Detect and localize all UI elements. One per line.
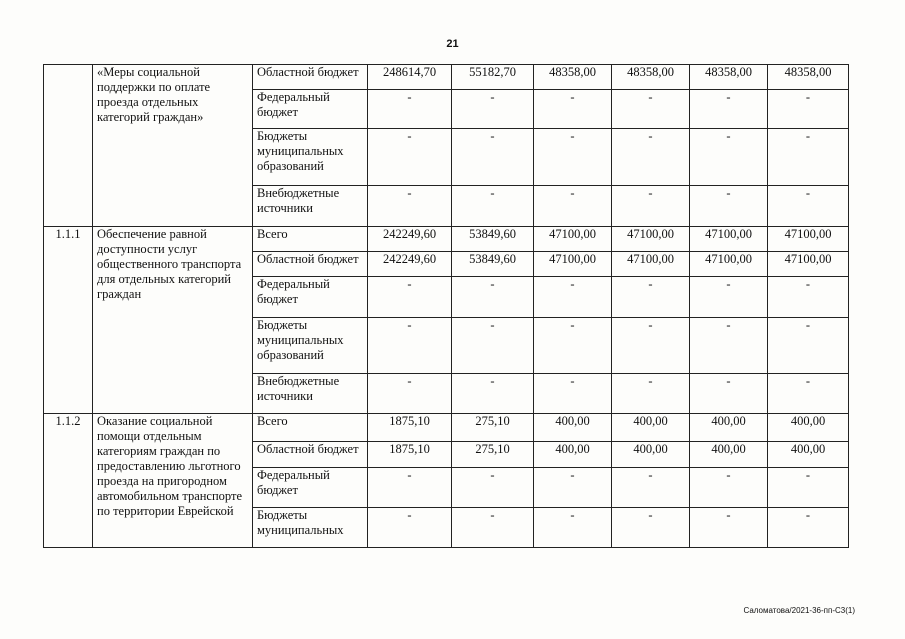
value-cell: 400,00 (690, 414, 768, 442)
value-cell: - (768, 374, 849, 414)
value-cell: - (452, 277, 534, 318)
value-cell: 47100,00 (690, 252, 768, 277)
value-cell: - (534, 468, 612, 508)
value-cell: - (768, 129, 849, 186)
value-cell: 242249,60 (368, 227, 452, 252)
value-cell: - (690, 318, 768, 374)
value-cell: 47100,00 (534, 252, 612, 277)
row-index: 1.1.2 (44, 414, 93, 548)
value-cell: - (368, 374, 452, 414)
value-cell: 53849,60 (452, 252, 534, 277)
row-index: 1.1.1 (44, 227, 93, 414)
value-cell: - (612, 186, 690, 227)
measure-name: «Меры социальной поддержки по оплате проезда отдельных категорий граждан» (93, 65, 253, 227)
value-cell: 55182,70 (452, 65, 534, 90)
value-cell: - (534, 186, 612, 227)
value-cell: - (768, 508, 849, 548)
value-cell: 400,00 (690, 442, 768, 468)
value-cell: - (368, 468, 452, 508)
value-cell: - (534, 277, 612, 318)
value-cell: 242249,60 (368, 252, 452, 277)
value-cell: - (690, 508, 768, 548)
value-cell: 1875,10 (368, 442, 452, 468)
value-cell: - (690, 277, 768, 318)
value-cell: - (612, 90, 690, 129)
value-cell: - (534, 374, 612, 414)
measure-name: Обеспечение равной доступности услуг общественного транспорта для отдельных категорий граждан (93, 227, 253, 414)
value-cell: - (612, 277, 690, 318)
value-cell: - (690, 129, 768, 186)
funding-source: Всего (253, 227, 368, 252)
value-cell: 275,10 (452, 442, 534, 468)
funding-source: Федеральный бюджет (253, 90, 368, 129)
page-number: 21 (446, 38, 459, 50)
funding-source: Областной бюджет (253, 252, 368, 277)
value-cell: - (452, 90, 534, 129)
funding-source: Внебюджетные источники (253, 186, 368, 227)
value-cell: - (368, 277, 452, 318)
document-footer: Саломатова/2021-36-пп-С3(1) (743, 606, 855, 615)
value-cell: 48358,00 (768, 65, 849, 90)
value-cell: 48358,00 (612, 65, 690, 90)
value-cell: - (534, 90, 612, 129)
value-cell: - (768, 318, 849, 374)
table-row (44, 414, 849, 442)
table-row (44, 65, 849, 90)
row-index (44, 65, 93, 227)
value-cell: - (612, 468, 690, 508)
value-cell: - (534, 318, 612, 374)
value-cell: - (368, 318, 452, 374)
value-cell: - (612, 318, 690, 374)
value-cell: 47100,00 (612, 252, 690, 277)
value-cell: - (534, 508, 612, 548)
measure-name: Оказание социальной помощи отдельным категориям граждан по предоставлению льготного проезда на пригородном автомобильном транспорте по территории Еврейской (93, 414, 253, 548)
value-cell: 48358,00 (690, 65, 768, 90)
value-cell: 400,00 (534, 442, 612, 468)
value-cell: - (368, 90, 452, 129)
value-cell: - (690, 468, 768, 508)
value-cell: 47100,00 (534, 227, 612, 252)
value-cell: - (690, 186, 768, 227)
value-cell: - (612, 129, 690, 186)
value-cell: 47100,00 (768, 227, 849, 252)
value-cell: 400,00 (534, 414, 612, 442)
funding-source: Бюджеты муниципальных образований (253, 318, 368, 374)
value-cell: 400,00 (768, 442, 849, 468)
budget-table (43, 64, 849, 548)
value-cell: 400,00 (612, 442, 690, 468)
value-cell: - (368, 186, 452, 227)
value-cell: 48358,00 (534, 65, 612, 90)
value-cell: - (452, 468, 534, 508)
value-cell: 248614,70 (368, 65, 452, 90)
funding-source: Областной бюджет (253, 65, 368, 90)
value-cell: 53849,60 (452, 227, 534, 252)
value-cell: - (368, 129, 452, 186)
value-cell: 1875,10 (368, 414, 452, 442)
value-cell: - (768, 186, 849, 227)
value-cell: - (768, 468, 849, 508)
value-cell: - (452, 508, 534, 548)
value-cell: - (612, 374, 690, 414)
value-cell: - (612, 508, 690, 548)
value-cell: - (690, 374, 768, 414)
funding-source: Всего (253, 414, 368, 442)
funding-source: Областной бюджет (253, 442, 368, 468)
value-cell: - (452, 129, 534, 186)
value-cell: 400,00 (768, 414, 849, 442)
funding-source: Федеральный бюджет (253, 468, 368, 508)
value-cell: - (452, 374, 534, 414)
value-cell: - (690, 90, 768, 129)
value-cell: 400,00 (612, 414, 690, 442)
table-body (44, 65, 849, 548)
funding-source: Бюджеты муниципальных (253, 508, 368, 548)
value-cell: - (534, 129, 612, 186)
value-cell: 275,10 (452, 414, 534, 442)
value-cell: - (452, 318, 534, 374)
funding-source: Бюджеты муниципальных образований (253, 129, 368, 186)
value-cell: - (768, 277, 849, 318)
value-cell: - (452, 186, 534, 227)
funding-source: Федеральный бюджет (253, 277, 368, 318)
value-cell: - (768, 90, 849, 129)
table-row (44, 227, 849, 252)
funding-source: Внебюджетные источники (253, 374, 368, 414)
value-cell: 47100,00 (690, 227, 768, 252)
value-cell: 47100,00 (768, 252, 849, 277)
value-cell: - (368, 508, 452, 548)
value-cell: 47100,00 (612, 227, 690, 252)
